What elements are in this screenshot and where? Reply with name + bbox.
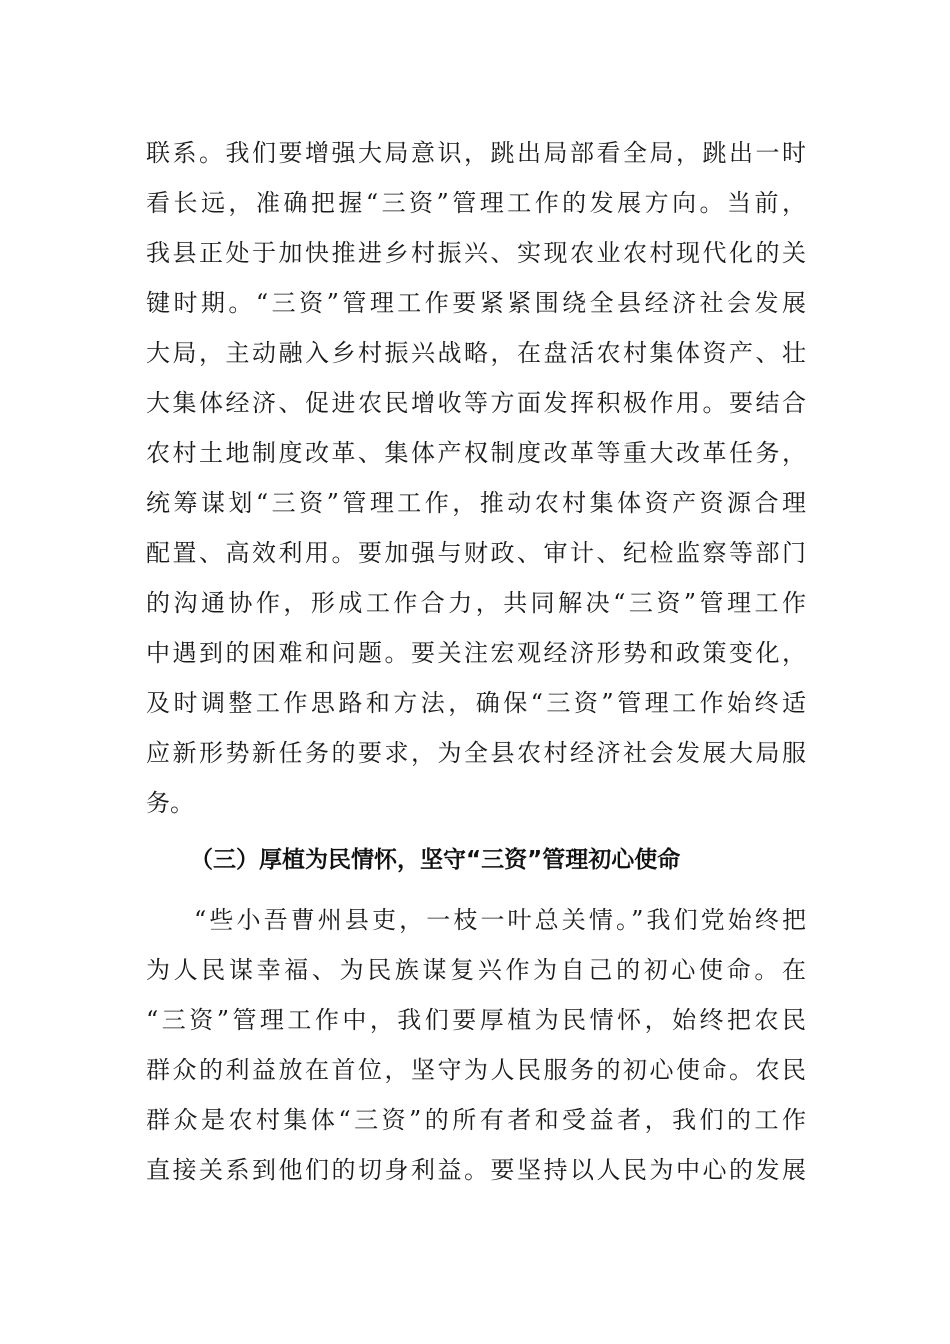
body-text-line: 群众是农村集体“三资”的所有者和受益者，我们的工作 (146, 1106, 806, 1134)
body-text-line: 务。 (146, 789, 194, 817)
body-text-line: 看长远，准确把握“三资”管理工作的发展方向。当前， (146, 189, 806, 217)
body-text-line: 配置、高效利用。要加强与财政、审计、纪检监察等部门 (146, 539, 806, 567)
body-text-line: “些小吾曹州县吏，一枝一叶总关情。”我们党始终把 (194, 906, 806, 934)
body-text-line: 为人民谋幸福、为民族谋复兴作为自己的初心使命。在 (146, 956, 806, 984)
body-text-line: 应新形势新任务的要求，为全县农村经济社会发展大局服 (146, 739, 806, 767)
body-text-line: 联系。我们要增强大局意识，跳出局部看全局，跳出一时 (146, 139, 806, 167)
body-text-line: 及时调整工作思路和方法，确保“三资”管理工作始终适 (146, 689, 806, 717)
body-text-line: 统筹谋划“三资”管理工作，推动农村集体资产资源合理 (146, 489, 806, 517)
body-text-line: 中遇到的困难和问题。要关注宏观经济形势和政策变化， (146, 639, 806, 667)
body-text-line: 我县正处于加快推进乡村振兴、实现农业农村现代化的关 (146, 239, 806, 267)
body-text-line: 农村土地制度改革、集体产权制度改革等重大改革任务， (146, 439, 806, 467)
section-heading: （三）厚植为民情怀，坚守“三资”管理初心使命 (190, 847, 681, 873)
body-text-line: 键时期。“三资”管理工作要紧紧围绕全县经济社会发展 (146, 289, 806, 317)
body-text-line: 群众的利益放在首位，坚守为人民服务的初心使命。农民 (146, 1056, 806, 1084)
body-text-line: “三资”管理工作中，我们要厚植为民情怀，始终把农民 (146, 1006, 806, 1034)
body-text-line: 的沟通协作，形成工作合力，共同解决“三资”管理工作 (146, 589, 806, 617)
body-text-line: 大局，主动融入乡村振兴战略，在盘活农村集体资产、壮 (146, 339, 806, 367)
body-text-line: 大集体经济、促进农民增收等方面发挥积极作用。要结合 (146, 389, 806, 417)
body-text-line: 直接关系到他们的切身利益。要坚持以人民为中心的发展 (146, 1156, 806, 1184)
